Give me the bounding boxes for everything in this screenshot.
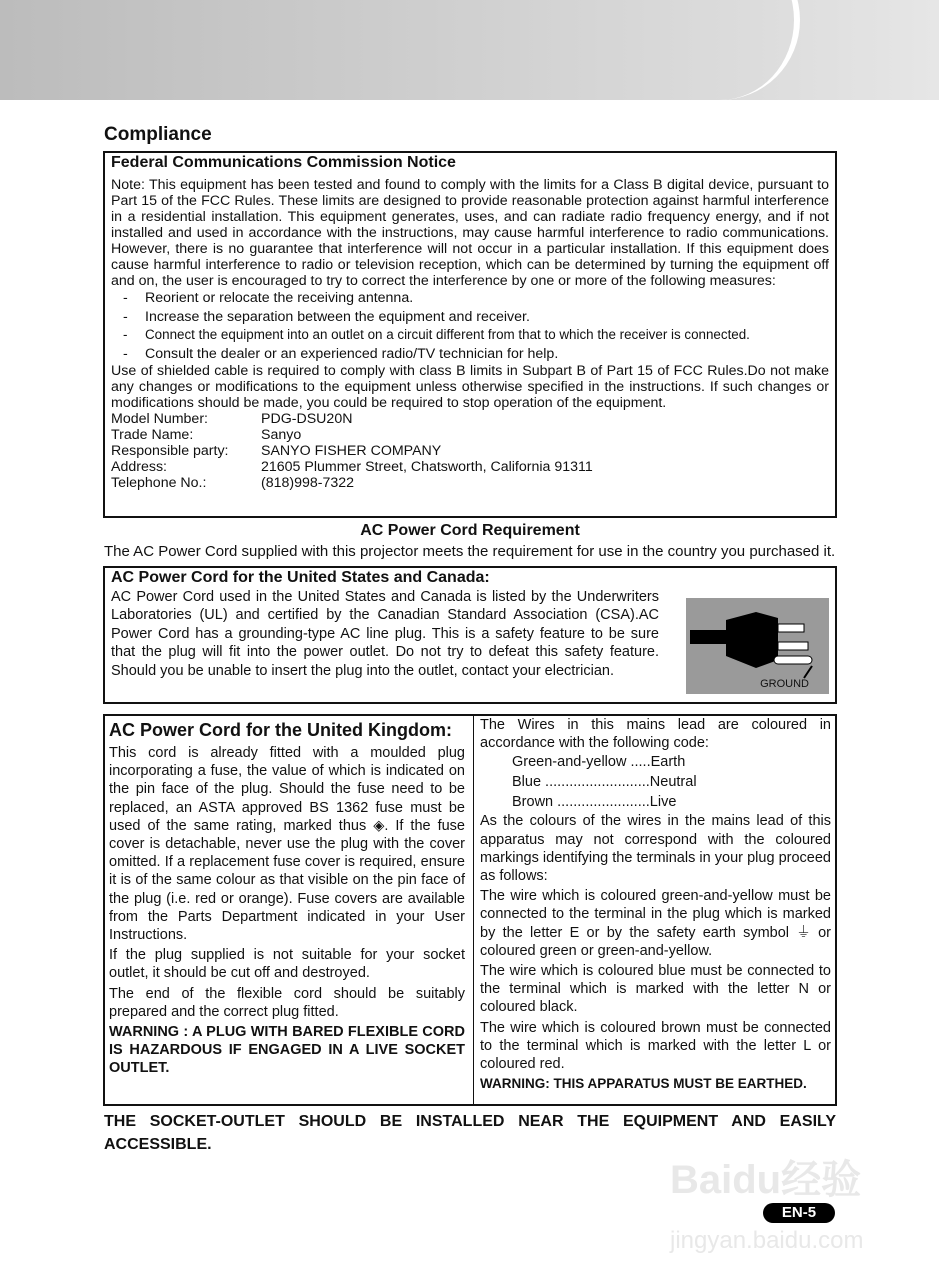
us-heading: AC Power Cord for the United States and Canada:	[111, 569, 490, 586]
uk-paragraph: This cord is already fitted with a moulded plug incorporating a fuse, the value of which is indicated on the pin face of the plug. Should the fuse need to be replaced, an ASTA approved BS 1362 fuse must be used of the same rating, marked thus ◈. If the fuse cover is detachable, never use the plug with the cover omitted. If a replacement fuse cover is required, ensure it is of the same colour as that visible on the pin face of the plug (i.e. red or orange). Fuse covers are available from the Parts Department indicated in your User Instructions.	[109, 745, 465, 944]
info-row: Trade Name: Sanyo	[111, 427, 302, 443]
uk-paragraph: If the plug supplied is not suitable for your socket outlet, it should be cut off and destroyed.	[109, 947, 465, 982]
wire-code: Green-and-yellow .....Earth	[512, 754, 686, 771]
info-row: Model Number: PDG-DSU20N	[111, 411, 353, 427]
list-item: - Consult the dealer or an experienced radio/TV technician for help.	[123, 345, 559, 362]
uk-heading: AC Power Cord for the United Kingdom:	[109, 720, 452, 740]
uk-paragraph: The wire which is coloured green-and-yellow must be connected to the terminal in the plug which is marked by the letter E or by the safety earth symbol ⏚ or coloured green or green-and-yellow.	[480, 888, 831, 959]
uk-warning: WARNING: THIS APPARATUS MUST BE EARTHED.	[480, 1076, 807, 1092]
page-content	[103, 123, 864, 1255]
ac-text: The AC Power Cord supplied with this projector meets the requirement for use in the country you purchased it.	[104, 543, 836, 560]
uk-paragraph: As the colours of the wires in the mains lead of this apparatus may not correspond with the coloured markings identifying the terminals in your plug proceed as follows:	[480, 813, 831, 885]
wire-code: Blue ..........................Neutral	[512, 774, 697, 791]
uk-left-column	[105, 716, 474, 1104]
fcc-shielded: Use of shielded cable is required to comply with class B limits in Subpart B of Part 15 of FCC Rules.Do not make any changes or modifications to the equipment unless otherwise specified in the instructions. If such changes or modifications should be made, you could be required to stop operation of the equipment.	[111, 363, 829, 411]
footer-notice: THE SOCKET-OUTLET SHOULD BE INSTALLED NEAR THE EQUIPMENT AND EASILY ACCESSIBLE.	[104, 1113, 836, 1153]
list-item: - Increase the separation between the equipment and receiver.	[123, 308, 530, 325]
uk-paragraph: The end of the flexible cord should be suitably prepared and the correct plug fitted.	[109, 985, 465, 1020]
us-canada-box	[103, 566, 837, 704]
header-banner	[0, 0, 939, 100]
uk-paragraph: The wire which is coloured brown must be connected to the terminal which is marked with the letter L or coloured red.	[480, 1019, 831, 1073]
uk-warning: WARNING : A PLUG WITH BARED FLEXIBLE CORD IS HAZARDOUS IF ENGAGED IN A LIVE SOCKET OUTLET.	[109, 1024, 465, 1077]
list-item: - Reorient or relocate the receiving antenna.	[123, 290, 414, 306]
page-title: Compliance	[104, 124, 212, 145]
footer-branding	[670, 1160, 890, 1255]
list-item: - Connect the equipment into an outlet on a circuit different from that to which the receiver is connected.	[123, 327, 750, 342]
uk-paragraph: The Wires in this mains lead are coloured in accordance with the following code:	[480, 717, 831, 752]
fcc-note: Note: This equipment has been tested and found to comply with the limits for a Class B digital device, pursuant to Part 15 of the FCC Rules. These limits are designed to provide reasonable protection against harmful interference in a residential installation. This equipment generates, uses, and can radiate radio frequency energy, and if not installed and used in accordance with the instructions, may cause harmful interference to radio communications. However, there is no guarantee that interference will not occur in a particular installation. If this equipment does cause harmful interference to radio or television reception, which can be determined by turning the equipment off and on, the user is encouraged to try to correct the interference by one or more of the following measures:	[111, 177, 829, 289]
fcc-heading: Federal Communications Commission Notice	[111, 154, 456, 171]
info-row: Responsible party: SANYO FISHER COMPANY	[111, 443, 442, 459]
watermark-url: jingyan.baidu.com	[670, 1227, 864, 1254]
page-number: EN-5	[763, 1203, 835, 1223]
uk-right-column	[474, 716, 835, 1104]
fcc-notice-box	[103, 151, 837, 518]
ground-label: GROUND	[760, 678, 809, 690]
plug-image	[686, 598, 829, 694]
header-arc	[690, 0, 800, 100]
info-row: Telephone No.: (818)998-7322	[111, 475, 355, 491]
wire-code: Brown .......................Live	[512, 794, 677, 811]
info-row: Address: 21605 Plummer Street, Chatsworth, California 91311	[111, 459, 593, 475]
ac-requirement	[104, 521, 836, 561]
uk-paragraph: The wire which is coloured blue must be connected to the terminal which is marked with the letter N or coloured black.	[480, 963, 831, 1016]
ac-heading: AC Power Cord Requirement	[360, 522, 580, 539]
uk-box	[103, 714, 837, 1106]
watermark: Baidu经验	[670, 1158, 862, 1202]
us-text: AC Power Cord used in the United States and Canada is listed by the Underwriters Laboratories (UL) and certified by the Canadian Standard Association (CSA).AC Power Cord has a grounding-type AC line plug. This is a safety feature to be sure that the plug will fit into the power outlet. Do not try to defeat this safety feature. Should you be unable to insert the plug into the outlet, contact your electrician.	[111, 589, 659, 679]
